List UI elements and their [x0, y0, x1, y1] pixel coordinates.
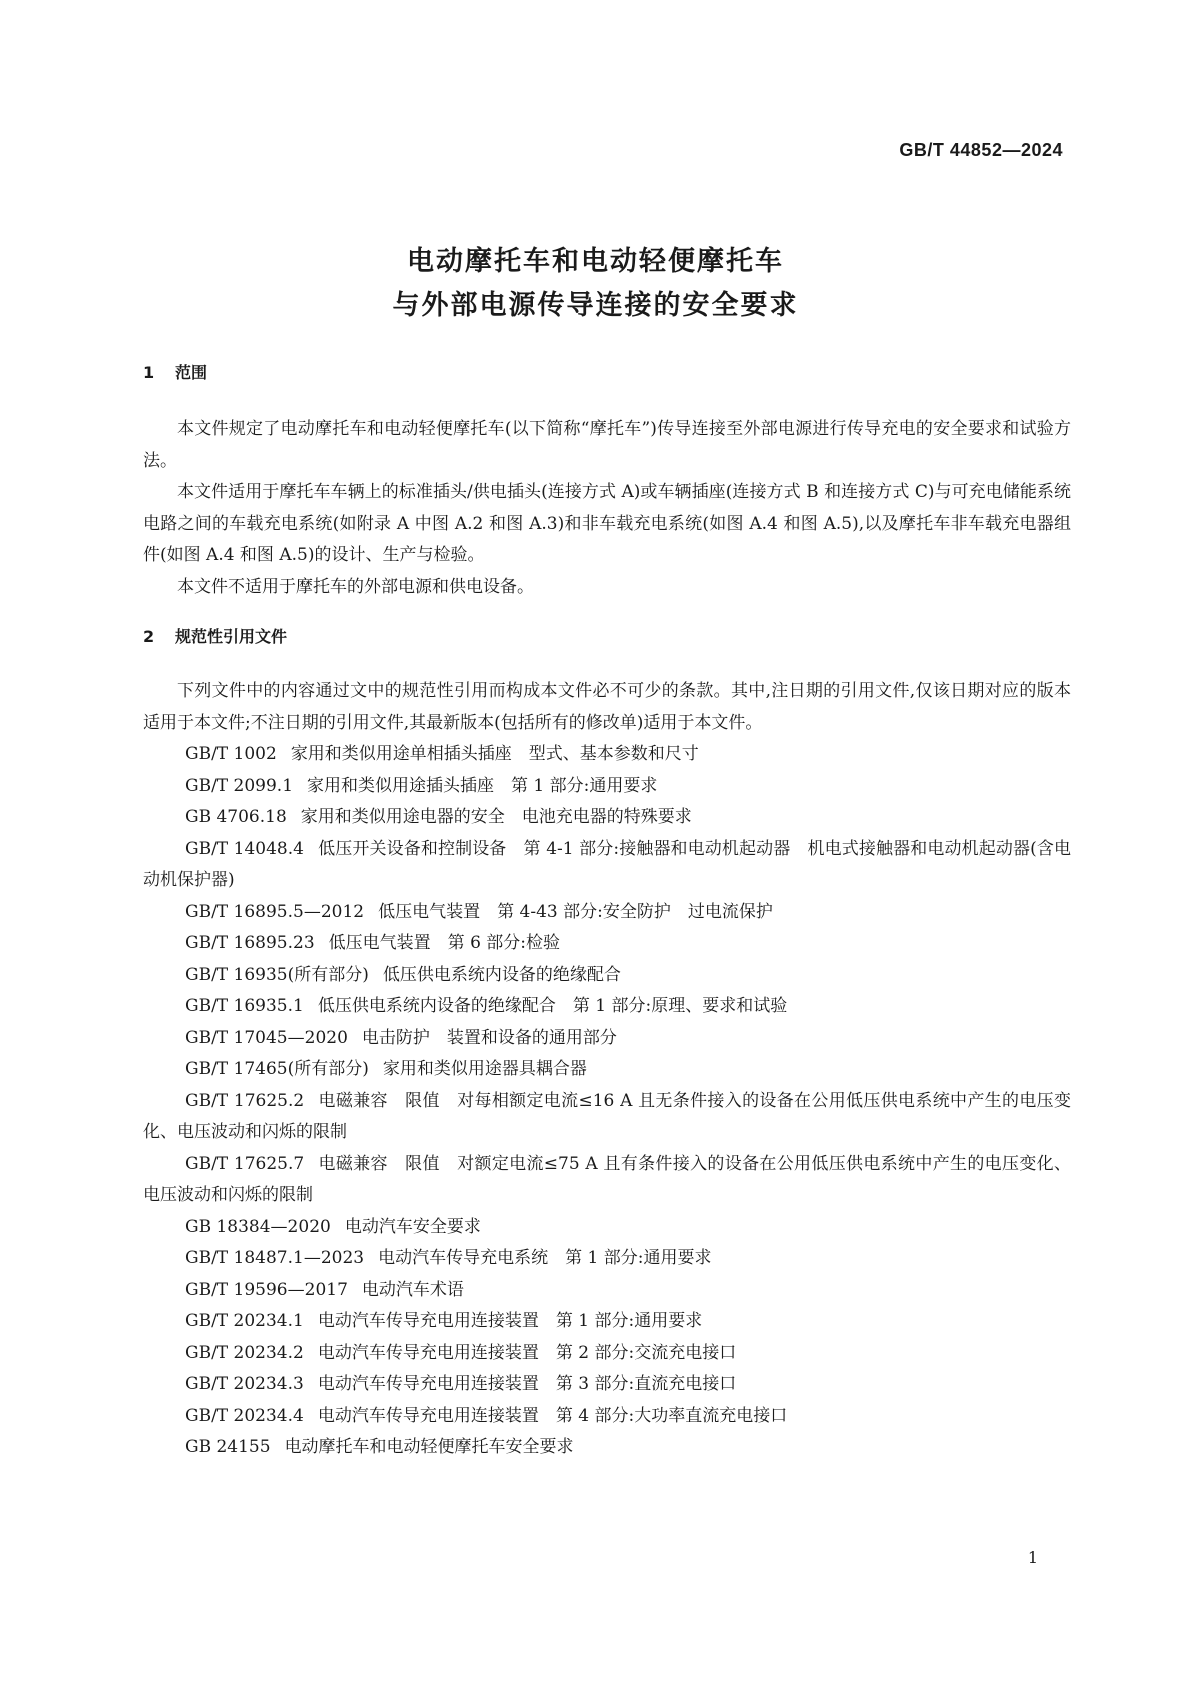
reference-item [143, 928, 1071, 960]
section-2-body [143, 676, 1071, 1464]
reference-item [143, 960, 1071, 992]
reference-item [143, 1086, 1071, 1149]
reference-title: 电动汽车传导充电系统 第 1 部分:通用要求 [378, 1248, 712, 1268]
title-line-1: 电动摩托车和电动轻便摩托车 [407, 246, 784, 277]
page-number: 1 [1027, 1548, 1038, 1567]
reference-title: 电动汽车传导充电用连接装置 第 1 部分:通用要求 [317, 1311, 703, 1331]
reference-title: 电磁兼容 限值 对每相额定电流≤16 A 且无条件接入的设备在公用低压供电系统中产生的电压变化、电压波动和闪烁的限制 [143, 1090, 1072, 1142]
section-1-heading [143, 360, 207, 383]
section-2-title: 规范性引用文件 [175, 627, 288, 646]
reference-title: 电磁兼容 限值 对额定电流≤75 A 且有条件接入的设备在公用低压供电系统中产生的电压变化、电压波动和闪烁的限制 [143, 1153, 1072, 1205]
section-1-title: 范围 [175, 363, 208, 382]
reference-title: 家用和类似用途电器的安全 电池充电器的特殊要求 [300, 807, 692, 827]
reference-item [143, 1243, 1071, 1275]
references-intro: 下列文件中的内容通过文中的规范性引用而构成本文件必不可少的条款。其中,注日期的引用文件,仅该日期对应的版本适用于本文件;不注日期的引用文件,其最新版本(包括所有的修改单)适用于本文件。 [143, 681, 1071, 733]
reference-item [143, 1401, 1071, 1433]
scope-paragraph-2: 本文件适用于摩托车车辆上的标准插头/供电插头(连接方式 A)或车辆插座(连接方式 B 和连接方式 C)与可充电储能系统电路之间的车载充电系统(如附录 A 中图 A.2 和图 A.3)和非车载充电系统(如图 A.4 和图 A.5),以及摩托车非车载充电器组件(如图 A.4 和图 A.5)的设计、生产与检验。 [143, 482, 1071, 565]
section-1-number: 1 [143, 363, 155, 382]
reference-code: GB/T 2099.1 [185, 775, 294, 796]
reference-item [143, 1023, 1071, 1055]
reference-title: 电击防护 装置和设备的通用部分 [361, 1027, 617, 1048]
reference-title: 电动汽车传导充电用连接装置 第 3 部分:直流充电接口 [317, 1374, 737, 1394]
reference-item [143, 991, 1071, 1023]
reference-code: GB/T 20234.2 [185, 1342, 304, 1363]
reference-list [143, 739, 1071, 1464]
reference-item [143, 897, 1071, 929]
reference-item [143, 1212, 1071, 1244]
reference-item [143, 1369, 1071, 1401]
title-line-2: 与外部电源传导连接的安全要求 [392, 290, 799, 321]
reference-code: GB/T 14048.4 [185, 838, 304, 859]
standard-code: GB/T 44852—2024 [899, 140, 1063, 160]
reference-item [143, 1275, 1071, 1307]
reference-code: GB/T 20234.1 [185, 1311, 304, 1331]
reference-item [143, 802, 1071, 834]
reference-title: 低压供电系统内设备的绝缘配合 [382, 964, 621, 985]
reference-title: 低压供电系统内设备的绝缘配合 第 1 部分:原理、要求和试验 [317, 996, 788, 1016]
reference-title: 电动汽车传导充电用连接装置 第 4 部分:大功率直流充电接口 [317, 1405, 788, 1426]
reference-code: GB/T 1002 [185, 744, 277, 764]
reference-title: 家用和类似用途器具耦合器 [382, 1059, 587, 1079]
reference-item [143, 1306, 1071, 1338]
reference-title: 电动摩托车和电动轻便摩托车安全要求 [284, 1437, 574, 1457]
reference-code: GB/T 16935(所有部分) [185, 964, 369, 985]
reference-title: 低压开关设备和控制设备 第 4-1 部分:接触器和电动机起动器 机电式接触器和电动机起动器(含电动机保护器) [143, 838, 1071, 890]
reference-title: 家用和类似用途插头插座 第 1 部分:通用要求 [307, 775, 658, 796]
reference-code: GB/T 17465(所有部分) [185, 1059, 369, 1079]
reference-title: 电动汽车传导充电用连接装置 第 2 部分:交流充电接口 [317, 1342, 737, 1363]
reference-code: GB/T 17045—2020 [185, 1027, 348, 1048]
reference-code: GB/T 16895.5—2012 [185, 901, 365, 922]
reference-code: GB/T 19596—2017 [185, 1279, 348, 1300]
reference-title: 低压电气装置 第 6 部分:检验 [328, 933, 561, 953]
reference-item [143, 1149, 1071, 1212]
reference-code: GB/T 16895.23 [185, 933, 315, 953]
reference-code: GB/T 20234.4 [185, 1405, 304, 1426]
reference-item [143, 1432, 1071, 1464]
section-2-number: 2 [143, 627, 155, 646]
reference-code: GB/T 17625.2 [185, 1090, 305, 1111]
reference-code: GB 4706.18 [185, 807, 287, 827]
reference-title: 家用和类似用途单相插头插座 型式、基本参数和尺寸 [290, 744, 699, 764]
scope-paragraph-1: 本文件规定了电动摩托车和电动轻便摩托车(以下简称“摩托车”)传导连接至外部电源进行传导充电的安全要求和试验方法。 [143, 419, 1071, 471]
reference-code: GB 18384—2020 [185, 1216, 331, 1237]
section-1-body [143, 414, 1071, 603]
reference-code: GB/T 18487.1—2023 [185, 1248, 365, 1268]
reference-title: 电动汽车术语 [361, 1279, 464, 1300]
document-title [0, 240, 1191, 328]
reference-code: GB/T 16935.1 [185, 996, 304, 1016]
scope-paragraph-3: 本文件不适用于摩托车的外部电源和供电设备。 [177, 576, 534, 597]
reference-item [143, 1054, 1071, 1086]
reference-item [143, 1338, 1071, 1370]
reference-code: GB/T 17625.7 [185, 1153, 305, 1174]
reference-item [143, 834, 1071, 897]
reference-item [143, 771, 1071, 803]
reference-code: GB/T 20234.3 [185, 1374, 304, 1394]
reference-title: 低压电气装置 第 4-43 部分:安全防护 过电流保护 [378, 901, 773, 922]
reference-title: 电动汽车安全要求 [344, 1216, 481, 1237]
reference-code: GB 24155 [185, 1437, 271, 1457]
reference-item [143, 739, 1071, 771]
section-2-heading [143, 624, 287, 647]
